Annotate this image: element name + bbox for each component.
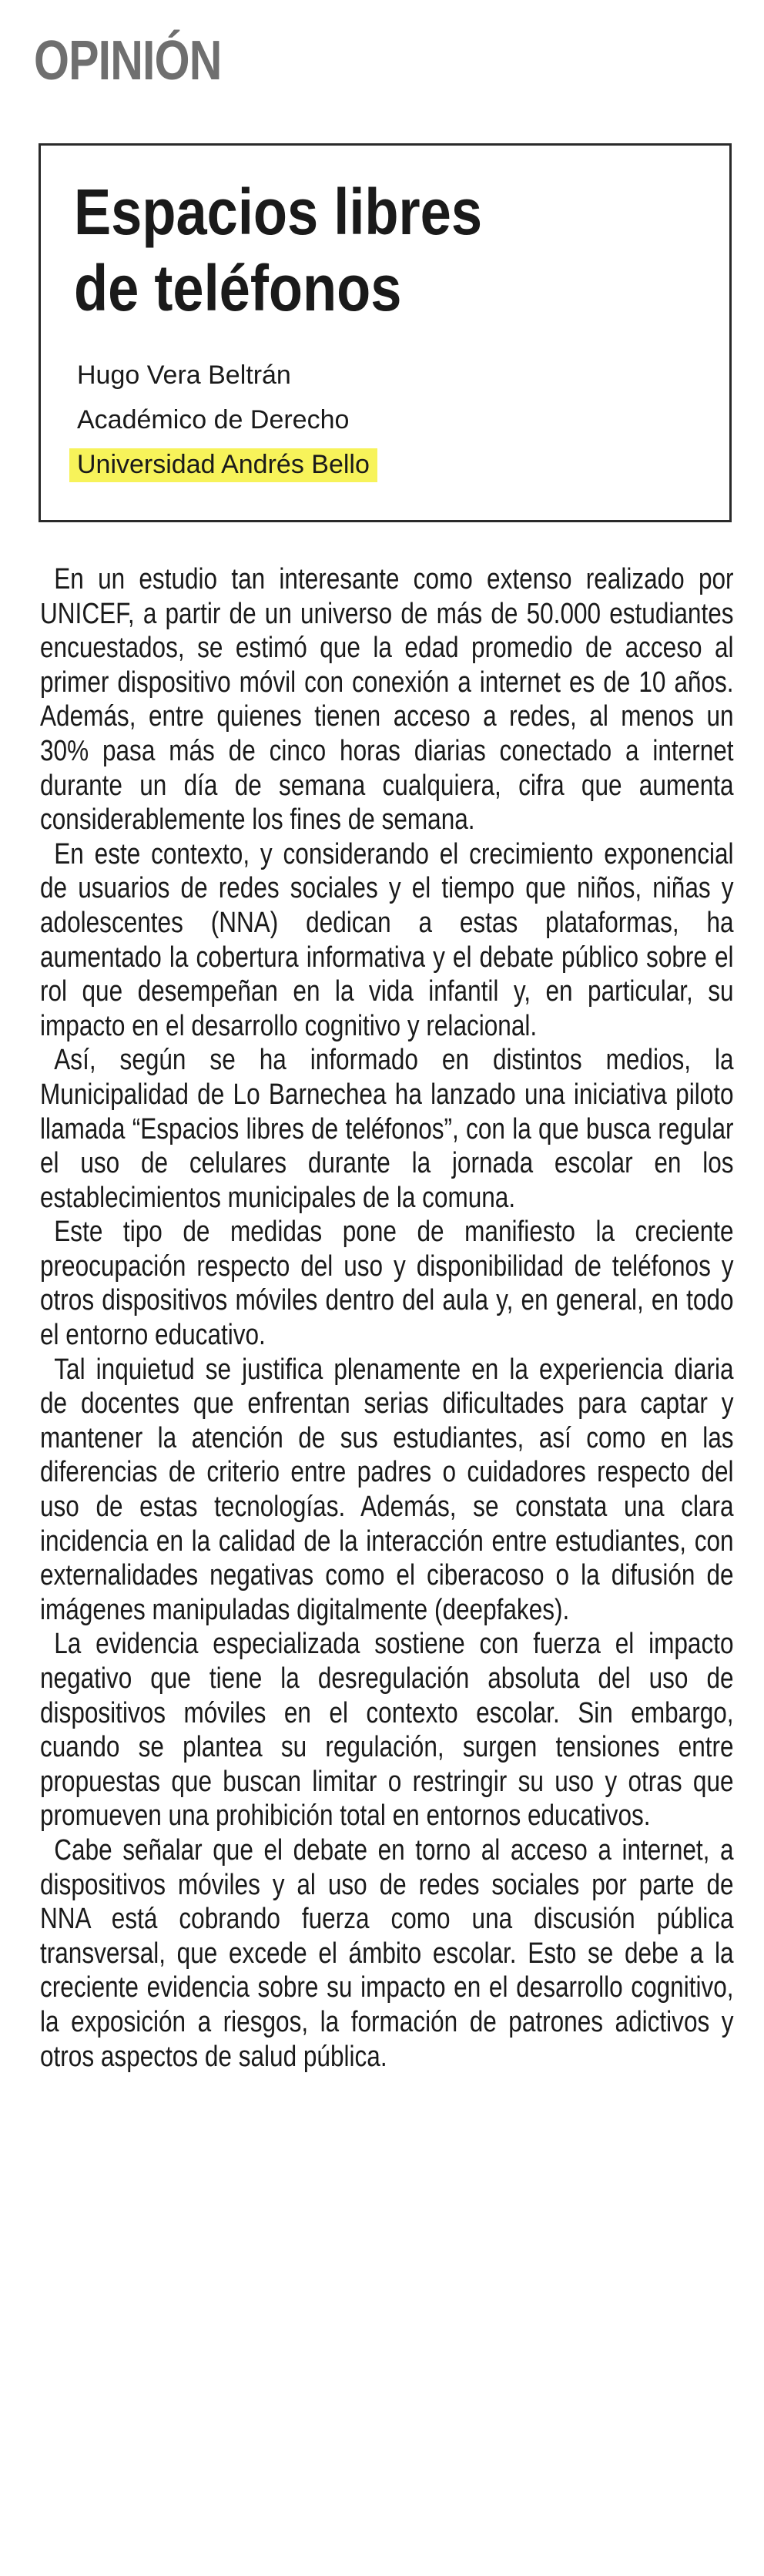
- headline-line-1: Espacios libres: [74, 176, 483, 248]
- article-paragraph: En un estudio tan interesante como extenso realizado por UNICEF, a partir de un universo de más de 50.000 estudiantes encuestados, se estimó que la edad promedio de acceso al primer dispositivo móvil con conexión a internet es de 10 años. Además, entre quienes tienen acceso a redes, al menos un 30% pasa más de cinco horas diarias conectado a internet durante un día de semana cualquiera, cifra que aumenta considerablemente los fines de semana.: [40, 563, 734, 837]
- byline: [77, 353, 377, 487]
- headline-line-2: de teléfonos: [74, 252, 402, 324]
- author-role: Académico de Derecho: [77, 405, 350, 434]
- author-institution-row: [77, 442, 377, 487]
- article-paragraph: Así, según se ha informado en distintos medios, la Municipalidad de Lo Barnechea ha lanzado una iniciativa piloto llamada “Espacios libres de teléfonos”, con la que busca regular el uso de celulares durante la jornada escolar en los establecimientos municipales de la comuna.: [40, 1044, 734, 1214]
- article-paragraph: Cabe señalar que el debate en torno al acceso a internet, a dispositivos móviles y al uso de redes sociales por parte de NNA está cobrando fuerza como una discusión pública transversal, que excede el ámbito escolar. Esto se debe a la creciente evidencia sobre su impacto en el desarrollo cognitivo, la exposición a riesgos, la formación de patrones adictivos y otros aspectos de salud pública.: [40, 1833, 734, 2073]
- article-paragraph: Este tipo de medidas pone de manifiesto la creciente preocupación respecto del uso y disponibilidad de teléfonos y otros dispositivos móviles dentro del aula y, en general, en todo el entorno educativo.: [40, 1216, 734, 1352]
- article-paragraph: La evidencia especializada sostiene con fuerza el impacto negativo que tiene la desregulación absoluta del uso de dispositivos móviles en el contexto escolar. Sin embargo, cuando se plantea su regulación, surgen tensiones entre propuestas que buscan limitar o restringir su uso y otras que promueven una prohibición total en entornos educativos.: [40, 1628, 734, 1833]
- article-body: [40, 562, 734, 2074]
- article-paragraph: Tal inquietud se justifica plenamente en la experiencia diaria de docentes que enfrentan serias dificultades para captar y mantener la atención de sus estudiantes, así como en las diferencias de criterio entre padres o cuidadores respecto del uso de estas tecnologías. Además, se constata una clara incidencia en la calidad de la interacción entre estudiantes, con externalidades negativas como el ciberacoso o la difusión de imágenes manipuladas digitalmente (deepfakes).: [40, 1353, 734, 1626]
- headline: [74, 174, 482, 327]
- article-paragraph: En este contexto, y considerando el crecimiento exponencial de usuarios de redes sociales y el tiempo que niños, niñas y adolescentes (NNA) dedican a estas plataformas, ha aumentado la cobertura informativa y el debate público sobre el rol que desempeñan en la vida infantil y, en particular, su impacto en el desarrollo cognitivo y relacional.: [40, 837, 734, 1042]
- section-label: OPINIÓN: [34, 30, 222, 92]
- author-institution: Universidad Andrés Bello: [69, 448, 377, 482]
- author-name: Hugo Vera Beltrán: [77, 361, 291, 390]
